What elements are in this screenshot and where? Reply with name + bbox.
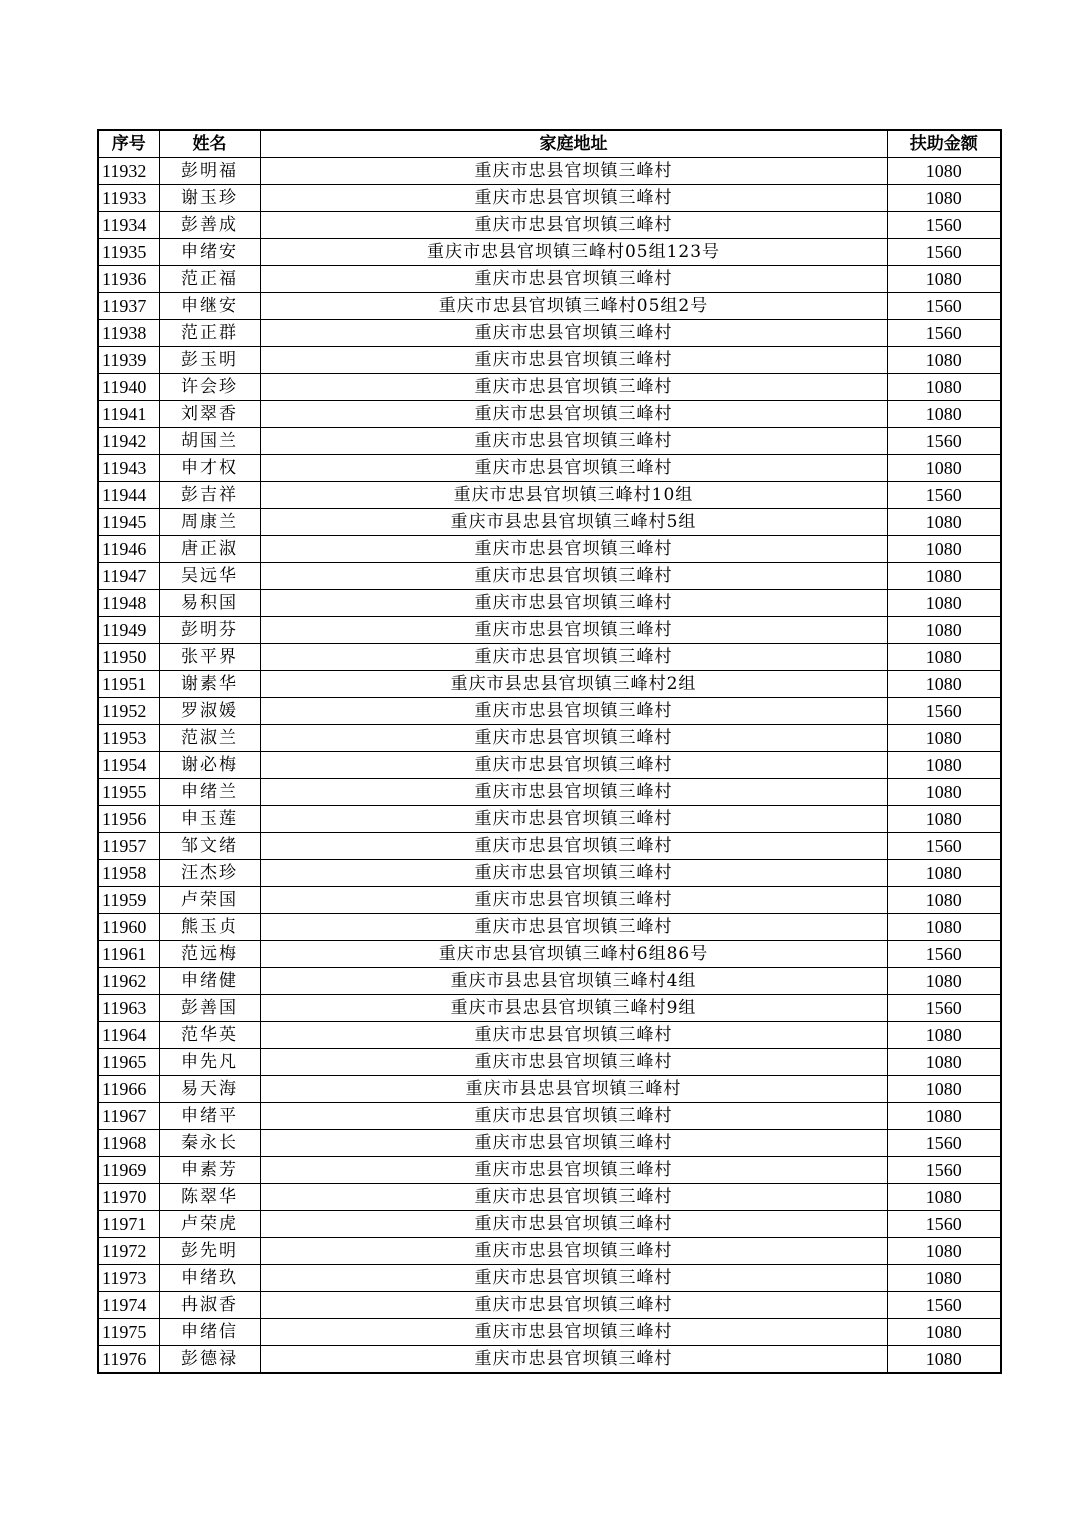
row-address-cell: 重庆市忠县官坝镇三峰村 <box>260 266 887 293</box>
row-amount-cell: 1560 <box>887 239 1001 266</box>
row-address-cell: 重庆市忠县官坝镇三峰村 <box>260 698 887 725</box>
row-address-cell: 重庆市忠县官坝镇三峰村 <box>260 455 887 482</box>
row-name-cell: 范正福 <box>159 266 260 293</box>
row-index-cell: 11948 <box>98 590 159 617</box>
row-name-cell: 熊玉贞 <box>159 914 260 941</box>
table-row <box>98 671 1001 698</box>
table-row <box>98 860 1001 887</box>
table-row <box>98 428 1001 455</box>
row-index-cell: 11950 <box>98 644 159 671</box>
row-address-cell: 重庆市忠县官坝镇三峰村 <box>260 779 887 806</box>
table-row <box>98 806 1001 833</box>
row-index-cell: 11976 <box>98 1346 159 1374</box>
row-amount-cell: 1080 <box>887 455 1001 482</box>
row-name-cell: 易积国 <box>159 590 260 617</box>
row-amount-cell: 1080 <box>887 590 1001 617</box>
row-name-cell: 卢荣国 <box>159 887 260 914</box>
table-row <box>98 995 1001 1022</box>
row-amount-cell: 1080 <box>887 563 1001 590</box>
row-index-cell: 11961 <box>98 941 159 968</box>
row-name-cell: 卢荣虎 <box>159 1211 260 1238</box>
row-name-cell: 彭先明 <box>159 1238 260 1265</box>
row-index-cell: 11945 <box>98 509 159 536</box>
row-address-cell: 重庆市忠县官坝镇三峰村 <box>260 374 887 401</box>
table-row <box>98 1292 1001 1319</box>
row-address-cell: 重庆市忠县官坝镇三峰村05组2号 <box>260 293 887 320</box>
row-index-cell: 11958 <box>98 860 159 887</box>
header-index: 序号 <box>98 130 159 158</box>
row-amount-cell: 1080 <box>887 1076 1001 1103</box>
row-amount-cell: 1560 <box>887 293 1001 320</box>
row-amount-cell: 1560 <box>887 1130 1001 1157</box>
table-row <box>98 266 1001 293</box>
assistance-table <box>97 129 1002 1374</box>
row-name-cell: 唐正淑 <box>159 536 260 563</box>
row-index-cell: 11947 <box>98 563 159 590</box>
row-address-cell: 重庆市忠县官坝镇三峰村 <box>260 320 887 347</box>
row-address-cell: 重庆市县忠县官坝镇三峰村5组 <box>260 509 887 536</box>
row-index-cell: 11941 <box>98 401 159 428</box>
row-amount-cell: 1080 <box>887 860 1001 887</box>
row-amount-cell: 1560 <box>887 1292 1001 1319</box>
row-index-cell: 11934 <box>98 212 159 239</box>
row-index-cell: 11972 <box>98 1238 159 1265</box>
header-address: 家庭地址 <box>260 130 887 158</box>
row-amount-cell: 1080 <box>887 1238 1001 1265</box>
row-amount-cell: 1080 <box>887 374 1001 401</box>
row-index-cell: 11969 <box>98 1157 159 1184</box>
table-row <box>98 887 1001 914</box>
table-row <box>98 563 1001 590</box>
row-name-cell: 申绪安 <box>159 239 260 266</box>
row-name-cell: 张平界 <box>159 644 260 671</box>
row-name-cell: 申先凡 <box>159 1049 260 1076</box>
table-row <box>98 779 1001 806</box>
row-index-cell: 11954 <box>98 752 159 779</box>
row-index-cell: 11970 <box>98 1184 159 1211</box>
row-index-cell: 11935 <box>98 239 159 266</box>
table-row <box>98 1238 1001 1265</box>
row-amount-cell: 1080 <box>887 185 1001 212</box>
row-amount-cell: 1560 <box>887 833 1001 860</box>
row-index-cell: 11953 <box>98 725 159 752</box>
row-amount-cell: 1080 <box>887 887 1001 914</box>
row-address-cell: 重庆市忠县官坝镇三峰村10组 <box>260 482 887 509</box>
row-address-cell: 重庆市忠县官坝镇三峰村 <box>260 1319 887 1346</box>
row-name-cell: 申绪玖 <box>159 1265 260 1292</box>
row-index-cell: 11968 <box>98 1130 159 1157</box>
row-index-cell: 11965 <box>98 1049 159 1076</box>
row-address-cell: 重庆市忠县官坝镇三峰村 <box>260 1184 887 1211</box>
row-amount-cell: 1080 <box>887 1022 1001 1049</box>
table-row <box>98 644 1001 671</box>
table-row <box>98 455 1001 482</box>
row-name-cell: 谢必梅 <box>159 752 260 779</box>
row-amount-cell: 1560 <box>887 428 1001 455</box>
row-amount-cell: 1080 <box>887 1319 1001 1346</box>
row-index-cell: 11962 <box>98 968 159 995</box>
row-name-cell: 冉淑香 <box>159 1292 260 1319</box>
table-row <box>98 590 1001 617</box>
row-address-cell: 重庆市忠县官坝镇三峰村 <box>260 347 887 374</box>
table-header-row <box>98 130 1001 158</box>
row-index-cell: 11946 <box>98 536 159 563</box>
table-row <box>98 1157 1001 1184</box>
row-amount-cell: 1080 <box>887 1265 1001 1292</box>
row-amount-cell: 1560 <box>887 212 1001 239</box>
row-amount-cell: 1080 <box>887 725 1001 752</box>
row-index-cell: 11937 <box>98 293 159 320</box>
row-name-cell: 范远梅 <box>159 941 260 968</box>
row-address-cell: 重庆市忠县官坝镇三峰村 <box>260 1265 887 1292</box>
row-name-cell: 许会珍 <box>159 374 260 401</box>
row-address-cell: 重庆市忠县官坝镇三峰村 <box>260 590 887 617</box>
row-name-cell: 吴远华 <box>159 563 260 590</box>
row-name-cell: 申绪信 <box>159 1319 260 1346</box>
table-row <box>98 941 1001 968</box>
table-row <box>98 239 1001 266</box>
row-name-cell: 秦永长 <box>159 1130 260 1157</box>
table-row <box>98 1265 1001 1292</box>
row-index-cell: 11971 <box>98 1211 159 1238</box>
row-amount-cell: 1080 <box>887 752 1001 779</box>
table-row <box>98 509 1001 536</box>
row-address-cell: 重庆市县忠县官坝镇三峰村 <box>260 1076 887 1103</box>
row-amount-cell: 1080 <box>887 1103 1001 1130</box>
row-index-cell: 11956 <box>98 806 159 833</box>
row-amount-cell: 1560 <box>887 1157 1001 1184</box>
row-amount-cell: 1080 <box>887 1049 1001 1076</box>
row-index-cell: 11952 <box>98 698 159 725</box>
row-name-cell: 范正群 <box>159 320 260 347</box>
table-row <box>98 158 1001 185</box>
row-name-cell: 申绪健 <box>159 968 260 995</box>
row-amount-cell: 1560 <box>887 995 1001 1022</box>
row-index-cell: 11967 <box>98 1103 159 1130</box>
row-index-cell: 11949 <box>98 617 159 644</box>
row-index-cell: 11957 <box>98 833 159 860</box>
row-amount-cell: 1080 <box>887 914 1001 941</box>
row-address-cell: 重庆市忠县官坝镇三峰村 <box>260 806 887 833</box>
row-address-cell: 重庆市忠县官坝镇三峰村 <box>260 1049 887 1076</box>
row-name-cell: 邹文绪 <box>159 833 260 860</box>
row-address-cell: 重庆市忠县官坝镇三峰村 <box>260 1211 887 1238</box>
row-name-cell: 彭玉明 <box>159 347 260 374</box>
row-address-cell: 重庆市忠县官坝镇三峰村 <box>260 1292 887 1319</box>
row-address-cell: 重庆市县忠县官坝镇三峰村4组 <box>260 968 887 995</box>
row-index-cell: 11932 <box>98 158 159 185</box>
table-row <box>98 536 1001 563</box>
table-body <box>98 158 1001 1374</box>
row-amount-cell: 1080 <box>887 266 1001 293</box>
row-address-cell: 重庆市忠县官坝镇三峰村 <box>260 1157 887 1184</box>
table-row <box>98 1346 1001 1374</box>
row-amount-cell: 1080 <box>887 779 1001 806</box>
row-name-cell: 申继安 <box>159 293 260 320</box>
row-amount-cell: 1560 <box>887 698 1001 725</box>
row-amount-cell: 1080 <box>887 1346 1001 1374</box>
row-amount-cell: 1080 <box>887 806 1001 833</box>
row-name-cell: 罗淑媛 <box>159 698 260 725</box>
row-address-cell: 重庆市忠县官坝镇三峰村6组86号 <box>260 941 887 968</box>
row-name-cell: 申绪平 <box>159 1103 260 1130</box>
row-name-cell: 谢素华 <box>159 671 260 698</box>
row-index-cell: 11955 <box>98 779 159 806</box>
row-index-cell: 11964 <box>98 1022 159 1049</box>
row-name-cell: 彭善成 <box>159 212 260 239</box>
table-row <box>98 401 1001 428</box>
table-row <box>98 293 1001 320</box>
table-row <box>98 1130 1001 1157</box>
row-address-cell: 重庆市忠县官坝镇三峰村 <box>260 914 887 941</box>
table-row <box>98 617 1001 644</box>
row-name-cell: 申素芳 <box>159 1157 260 1184</box>
row-amount-cell: 1560 <box>887 1211 1001 1238</box>
row-amount-cell: 1080 <box>887 617 1001 644</box>
row-amount-cell: 1080 <box>887 347 1001 374</box>
row-address-cell: 重庆市忠县官坝镇三峰村 <box>260 212 887 239</box>
row-index-cell: 11959 <box>98 887 159 914</box>
row-amount-cell: 1080 <box>887 158 1001 185</box>
row-address-cell: 重庆市忠县官坝镇三峰村 <box>260 401 887 428</box>
row-address-cell: 重庆市忠县官坝镇三峰村 <box>260 887 887 914</box>
row-address-cell: 重庆市县忠县官坝镇三峰村2组 <box>260 671 887 698</box>
row-index-cell: 11973 <box>98 1265 159 1292</box>
row-address-cell: 重庆市忠县官坝镇三峰村 <box>260 428 887 455</box>
row-name-cell: 彭吉祥 <box>159 482 260 509</box>
row-name-cell: 范华英 <box>159 1022 260 1049</box>
row-index-cell: 11960 <box>98 914 159 941</box>
row-name-cell: 范淑兰 <box>159 725 260 752</box>
row-index-cell: 11974 <box>98 1292 159 1319</box>
table-row <box>98 914 1001 941</box>
header-amount: 扶助金额 <box>887 130 1001 158</box>
header-name: 姓名 <box>159 130 260 158</box>
row-index-cell: 11942 <box>98 428 159 455</box>
row-name-cell: 刘翠香 <box>159 401 260 428</box>
table-row <box>98 968 1001 995</box>
row-name-cell: 申才权 <box>159 455 260 482</box>
row-amount-cell: 1080 <box>887 401 1001 428</box>
row-index-cell: 11975 <box>98 1319 159 1346</box>
table-row <box>98 1184 1001 1211</box>
row-index-cell: 11940 <box>98 374 159 401</box>
table-row <box>98 374 1001 401</box>
row-index-cell: 11938 <box>98 320 159 347</box>
table-row <box>98 725 1001 752</box>
row-address-cell: 重庆市忠县官坝镇三峰村 <box>260 1022 887 1049</box>
table-row <box>98 1319 1001 1346</box>
row-index-cell: 11944 <box>98 482 159 509</box>
row-name-cell: 申玉莲 <box>159 806 260 833</box>
table-row <box>98 833 1001 860</box>
row-address-cell: 重庆市忠县官坝镇三峰村 <box>260 752 887 779</box>
row-amount-cell: 1080 <box>887 509 1001 536</box>
table-row <box>98 482 1001 509</box>
row-amount-cell: 1560 <box>887 320 1001 347</box>
row-index-cell: 11936 <box>98 266 159 293</box>
table-row <box>98 347 1001 374</box>
table-row <box>98 212 1001 239</box>
row-address-cell: 重庆市忠县官坝镇三峰村05组123号 <box>260 239 887 266</box>
row-index-cell: 11963 <box>98 995 159 1022</box>
row-name-cell: 申绪兰 <box>159 779 260 806</box>
row-amount-cell: 1080 <box>887 644 1001 671</box>
row-name-cell: 彭明福 <box>159 158 260 185</box>
table-row <box>98 1076 1001 1103</box>
table-row <box>98 1211 1001 1238</box>
table-row <box>98 752 1001 779</box>
row-address-cell: 重庆市忠县官坝镇三峰村 <box>260 644 887 671</box>
row-name-cell: 谢玉珍 <box>159 185 260 212</box>
row-name-cell: 彭明芬 <box>159 617 260 644</box>
row-address-cell: 重庆市忠县官坝镇三峰村 <box>260 536 887 563</box>
row-name-cell: 彭善国 <box>159 995 260 1022</box>
row-amount-cell: 1560 <box>887 941 1001 968</box>
table-row <box>98 185 1001 212</box>
row-address-cell: 重庆市忠县官坝镇三峰村 <box>260 1103 887 1130</box>
row-address-cell: 重庆市忠县官坝镇三峰村 <box>260 1238 887 1265</box>
row-address-cell: 重庆市忠县官坝镇三峰村 <box>260 185 887 212</box>
table-row <box>98 698 1001 725</box>
table-row <box>98 1022 1001 1049</box>
row-name-cell: 彭德禄 <box>159 1346 260 1374</box>
row-name-cell: 胡国兰 <box>159 428 260 455</box>
row-amount-cell: 1080 <box>887 671 1001 698</box>
row-name-cell: 周康兰 <box>159 509 260 536</box>
row-amount-cell: 1080 <box>887 1184 1001 1211</box>
table-row <box>98 1049 1001 1076</box>
row-index-cell: 11951 <box>98 671 159 698</box>
row-amount-cell: 1080 <box>887 536 1001 563</box>
row-address-cell: 重庆市忠县官坝镇三峰村 <box>260 617 887 644</box>
row-name-cell: 陈翠华 <box>159 1184 260 1211</box>
row-name-cell: 易天海 <box>159 1076 260 1103</box>
row-address-cell: 重庆市忠县官坝镇三峰村 <box>260 563 887 590</box>
row-address-cell: 重庆市县忠县官坝镇三峰村9组 <box>260 995 887 1022</box>
row-amount-cell: 1080 <box>887 968 1001 995</box>
table-row <box>98 1103 1001 1130</box>
row-address-cell: 重庆市忠县官坝镇三峰村 <box>260 833 887 860</box>
row-address-cell: 重庆市忠县官坝镇三峰村 <box>260 860 887 887</box>
row-amount-cell: 1560 <box>887 482 1001 509</box>
row-address-cell: 重庆市忠县官坝镇三峰村 <box>260 1346 887 1374</box>
row-index-cell: 11939 <box>98 347 159 374</box>
row-index-cell: 11933 <box>98 185 159 212</box>
row-index-cell: 11966 <box>98 1076 159 1103</box>
table-row <box>98 320 1001 347</box>
row-index-cell: 11943 <box>98 455 159 482</box>
row-name-cell: 汪杰珍 <box>159 860 260 887</box>
row-address-cell: 重庆市忠县官坝镇三峰村 <box>260 158 887 185</box>
row-address-cell: 重庆市忠县官坝镇三峰村 <box>260 725 887 752</box>
row-address-cell: 重庆市忠县官坝镇三峰村 <box>260 1130 887 1157</box>
